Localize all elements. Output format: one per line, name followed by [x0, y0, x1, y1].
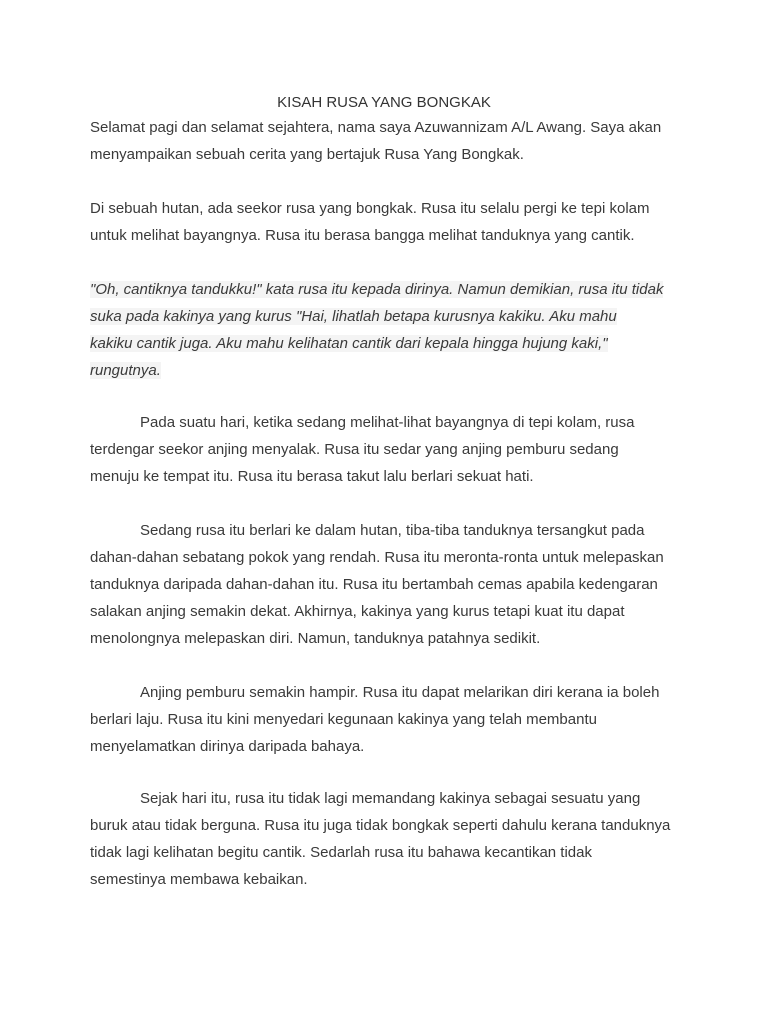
paragraph-line: untuk melihat bayangnya. Rusa itu berasa bangga melihat tanduknya yang cantik.: [90, 227, 635, 244]
paragraph-line: buruk atau tidak berguna. Rusa itu juga tidak bongkak seperti dahulu kerana tanduknya: [90, 817, 671, 834]
paragraph-line: salakan anjing semakin dekat. Akhirnya, kakinya yang kurus tetapi kuat itu dapat: [90, 603, 625, 620]
paragraph-line: Sedang rusa itu berlari ke dalam hutan, tiba-tiba tanduknya tersangkut pada: [140, 522, 645, 539]
paragraph-line: menyampaikan sebuah cerita yang bertajuk Rusa Yang Bongkak.: [90, 146, 524, 163]
paragraph-line: Pada suatu hari, ketika sedang melihat-lihat bayangnya di tepi kolam, rusa: [140, 414, 635, 431]
paragraph-line: tidak lagi kelihatan begitu cantik. Sedarlah rusa itu bahawa kecantikan tidak: [90, 844, 592, 861]
paragraph-line: semestinya membawa kebaikan.: [90, 871, 308, 888]
paragraph-line: rungutnya.: [90, 362, 161, 379]
paragraph-dog-barks: [90, 414, 690, 495]
paragraph-line: menyelamatkan dirinya daripada bahaya.: [90, 738, 365, 755]
paragraph-line: Di sebuah hutan, ada seekor rusa yang bongkak. Rusa itu selalu pergi ke tepi kolam: [90, 200, 650, 217]
paragraph-moral: [90, 790, 690, 898]
paragraph-antlers-stuck: [90, 522, 690, 657]
paragraph-line: kakiku cantik juga. Aku mahu kelihatan cantik dari kepala hingga hujung kaki,": [90, 335, 608, 352]
paragraph-line: Anjing pemburu semakin hampir. Rusa itu dapat melarikan diri kerana ia boleh: [140, 684, 660, 701]
paragraph-line: berlari laju. Rusa itu kini menyedari kegunaan kakinya yang telah membantu: [90, 711, 597, 728]
paragraph-intro: [90, 119, 690, 173]
paragraph-line: "Oh, cantiknya tandukku!" kata rusa itu kepada dirinya. Namun demikian, rusa itu tidak: [90, 281, 664, 298]
paragraph-line: Sejak hari itu, rusa itu tidak lagi memandang kakinya sebagai sesuatu yang: [140, 790, 641, 807]
paragraph-setting: [90, 200, 690, 254]
paragraph-line: dahan-dahan sebatang pokok yang rendah. Rusa itu meronta-ronta untuk melepaskan: [90, 549, 664, 566]
paragraph-line: menuju ke tempat itu. Rusa itu berasa takut lalu berlari sekuat hati.: [90, 468, 534, 485]
paragraph-line: Selamat pagi dan selamat sejahtera, nama saya Azuwannizam A/L Awang. Saya akan: [90, 119, 662, 136]
paragraph-escape: [90, 684, 690, 765]
paragraph-dialogue: [90, 281, 690, 389]
paragraph-line: terdengar seekor anjing menyalak. Rusa itu sedar yang anjing pemburu sedang: [90, 441, 619, 458]
paragraph-line: menolongnya melepaskan diri. Namun, tanduknya patahnya sedikit.: [90, 630, 541, 647]
document-title: KISAH RUSA YANG BONGKAK: [277, 94, 491, 111]
paragraph-line: tanduknya daripada dahan-dahan itu. Rusa itu bertambah cemas apabila kedengaran: [90, 576, 658, 593]
paragraph-line: suka pada kakinya yang kurus "Hai, lihatlah betapa kurusnya kakiku. Aku mahu: [90, 308, 617, 325]
